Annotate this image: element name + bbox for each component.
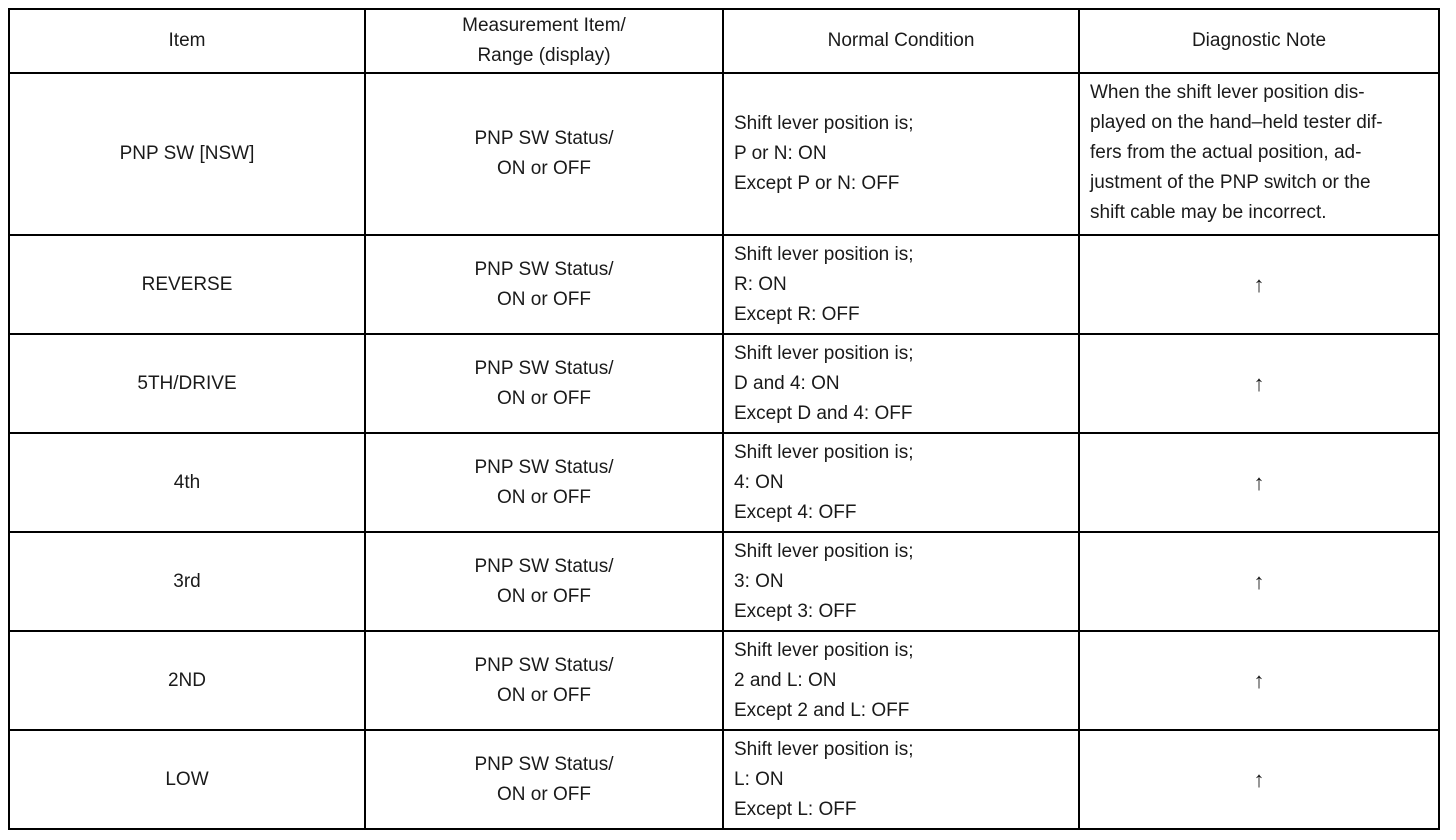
ditto-arrow-icon: ↑: [1079, 730, 1439, 829]
measurement-line: ON or OFF: [497, 684, 591, 706]
diagnostic-data-table: [8, 8, 1440, 830]
note-line: justment of the PNP switch or the: [1090, 172, 1371, 193]
ditto-arrow-icon: ↑: [1079, 631, 1439, 730]
header-measurement-line-1: Measurement Item/: [462, 15, 626, 36]
table-row: [9, 73, 1439, 235]
measurement-line: PNP SW Status/: [474, 654, 614, 676]
item-cell: 5TH/DRIVE: [9, 334, 365, 433]
measurement-line: PNP SW Status/: [474, 258, 614, 280]
ditto-arrow-icon: ↑: [1079, 433, 1439, 532]
condition-line: Shift lever position is;: [734, 738, 914, 760]
measurement-line: ON or OFF: [497, 158, 591, 179]
header-normal-condition: Normal Condition: [723, 9, 1079, 73]
item-cell: PNP SW [NSW]: [9, 73, 365, 235]
note-line: When the shift lever position dis-: [1090, 82, 1365, 103]
measurement-line: PNP SW Status/: [474, 357, 614, 379]
condition-line: Shift lever position is;: [734, 540, 914, 562]
measurement-line: PNP SW Status/: [474, 456, 614, 478]
measurement-line: ON or OFF: [497, 585, 591, 607]
condition-cell: [723, 73, 1079, 235]
condition-line: 4: ON: [734, 471, 784, 493]
table-row: [9, 433, 1439, 532]
note-line: fers from the actual position, ad-: [1090, 142, 1362, 163]
condition-line: P or N: ON: [734, 143, 827, 164]
table-row: [9, 631, 1439, 730]
measurement-cell: [365, 631, 723, 730]
header-measurement-item: [365, 9, 723, 73]
item-cell: LOW: [9, 730, 365, 829]
condition-cell: [723, 235, 1079, 334]
condition-line: Except P or N: OFF: [734, 173, 900, 194]
measurement-line: ON or OFF: [497, 387, 591, 409]
header-diagnostic-note: Diagnostic Note: [1079, 9, 1439, 73]
measurement-cell: [365, 433, 723, 532]
header-item: Item: [9, 9, 365, 73]
condition-line: 2 and L: ON: [734, 669, 837, 691]
measurement-line: ON or OFF: [497, 288, 591, 310]
condition-cell: [723, 631, 1079, 730]
condition-line: Except L: OFF: [734, 798, 857, 820]
measurement-cell: [365, 73, 723, 235]
condition-line: Except D and 4: OFF: [734, 402, 913, 424]
table-row: [9, 235, 1439, 334]
table-header-row: [9, 9, 1439, 73]
condition-line: Shift lever position is;: [734, 441, 914, 463]
condition-line: Shift lever position is;: [734, 342, 914, 364]
measurement-cell: [365, 532, 723, 631]
condition-line: R: ON: [734, 273, 787, 295]
measurement-line: ON or OFF: [497, 783, 591, 805]
item-cell: 2ND: [9, 631, 365, 730]
condition-line: L: ON: [734, 768, 784, 790]
condition-line: Shift lever position is;: [734, 113, 914, 134]
measurement-line: PNP SW Status/: [474, 128, 614, 149]
measurement-cell: [365, 334, 723, 433]
note-line: shift cable may be incorrect.: [1090, 202, 1327, 223]
table-row: [9, 730, 1439, 829]
condition-cell: [723, 730, 1079, 829]
measurement-line: PNP SW Status/: [474, 555, 614, 577]
condition-line: Except R: OFF: [734, 303, 860, 325]
ditto-arrow-icon: ↑: [1079, 532, 1439, 631]
table-row: [9, 532, 1439, 631]
item-cell: 4th: [9, 433, 365, 532]
table-row: [9, 334, 1439, 433]
measurement-cell: [365, 235, 723, 334]
condition-line: Shift lever position is;: [734, 243, 914, 265]
condition-cell: [723, 433, 1079, 532]
note-line: played on the hand–held tester dif-: [1090, 112, 1383, 133]
condition-line: Except 4: OFF: [734, 501, 857, 523]
measurement-cell: [365, 730, 723, 829]
item-cell: 3rd: [9, 532, 365, 631]
header-measurement-line-2: Range (display): [477, 45, 611, 66]
measurement-line: PNP SW Status/: [474, 753, 614, 775]
ditto-arrow-icon: ↑: [1079, 235, 1439, 334]
condition-cell: [723, 532, 1079, 631]
ditto-arrow-icon: ↑: [1079, 334, 1439, 433]
condition-line: Except 2 and L: OFF: [734, 699, 910, 721]
condition-line: 3: ON: [734, 570, 784, 592]
diagnostic-note-cell: [1079, 73, 1439, 235]
condition-cell: [723, 334, 1079, 433]
condition-line: D and 4: ON: [734, 372, 840, 394]
condition-line: Except 3: OFF: [734, 600, 857, 622]
item-cell: REVERSE: [9, 235, 365, 334]
condition-line: Shift lever position is;: [734, 639, 914, 661]
measurement-line: ON or OFF: [497, 486, 591, 508]
